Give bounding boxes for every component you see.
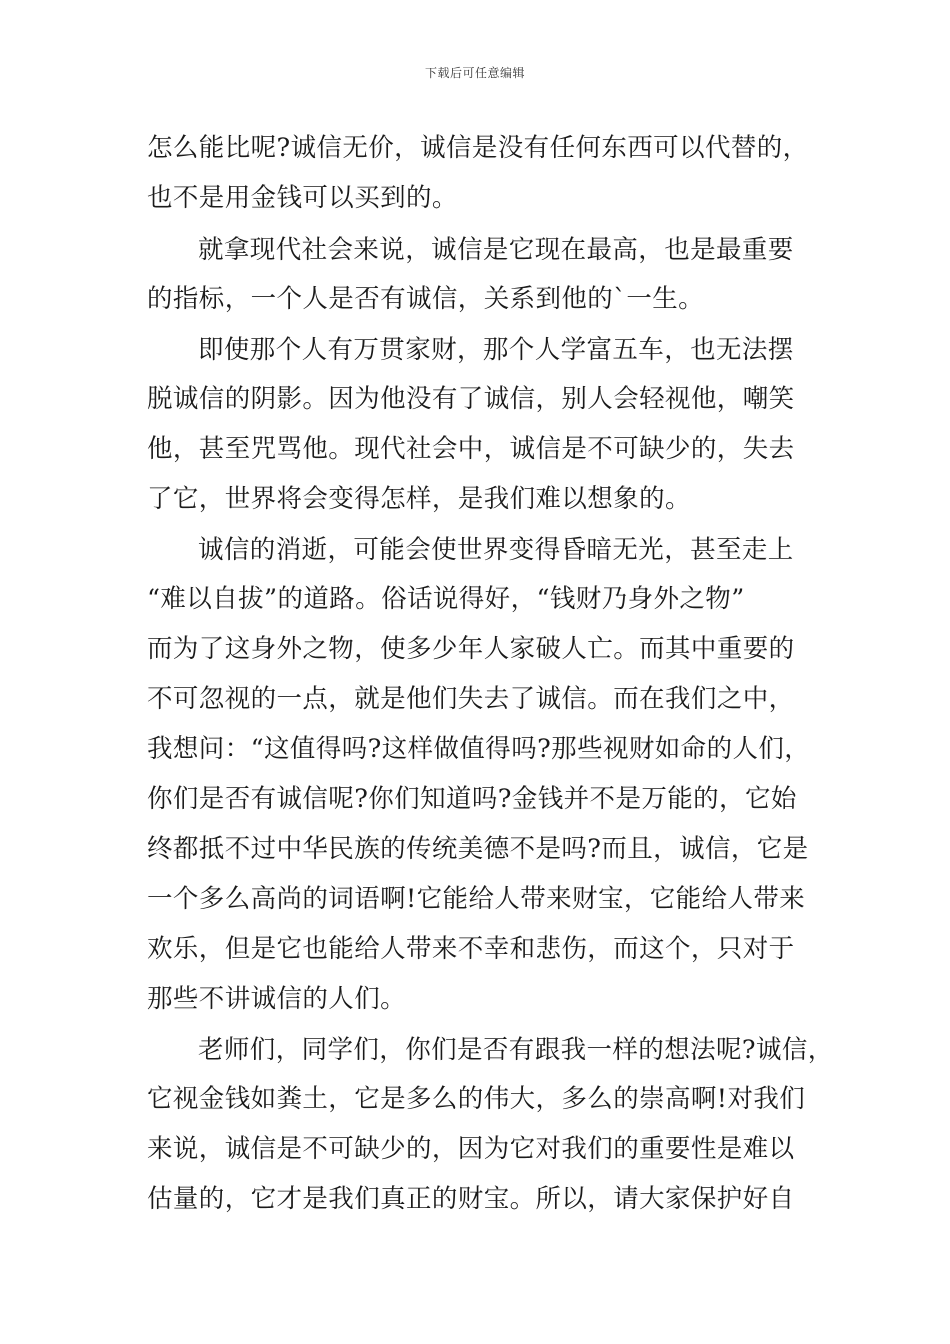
text-line: 的指标，一个人是否有诚信，关系到他的`一生。	[147, 284, 705, 314]
text-line: 我想问：“这值得吗?这样做值得吗?那些视财如命的人们，	[147, 734, 811, 764]
paragraph-first-line: 诚信的消逝，可能会使世界变得昏暗无光，甚至走上	[198, 535, 794, 565]
text-line: 而为了这身外之物，使多少年人家破人亡。而其中重要的	[147, 634, 795, 664]
page-header: 下载后可任意编辑	[424, 66, 525, 80]
text-line: 怎么能比呢?诚信无价，诚信是没有任何东西可以代替的，	[147, 133, 809, 163]
text-line: 他，甚至咒骂他。现代社会中，诚信是不可缺少的，失去	[147, 434, 795, 464]
text-line: 那些不讲诚信的人们。	[147, 984, 407, 1014]
paragraph-first-line: 就拿现代社会来说，诚信是它现在最高，也是最重要	[198, 235, 794, 265]
text-line: 了它，世界将会变得怎样，是我们难以想象的。	[147, 484, 691, 514]
text-line: 脱诚信的阴影。因为他没有了诚信，别人会轻视他，嘲笑	[147, 384, 795, 414]
text-line: 估量的，它才是我们真正的财宝。所以，请大家保护好自	[147, 1184, 795, 1214]
paragraph-first-line: 老师们，同学们，你们是否有跟我一样的想法呢?诚信，	[198, 1035, 834, 1065]
text-line: “难以自拔”的道路。俗话说得好，“钱财乃身外之物”	[147, 584, 745, 614]
text-line: 终都抵不过中华民族的传统美德不是吗?而且，诚信，它是	[147, 834, 809, 864]
text-line: 它视金钱如粪土，它是多么的伟大，多么的崇高啊!对我们	[147, 1084, 806, 1114]
text-line: 也不是用金钱可以买到的。	[147, 183, 458, 213]
text-line: 来说，诚信是不可缺少的，因为它对我们的重要性是难以	[147, 1134, 795, 1164]
paragraph-first-line: 即使那个人有万贯家财，那个人学富五车，也无法摆	[198, 335, 794, 365]
text-line: 不可忽视的一点，就是他们失去了诚信。而在我们之中，	[147, 684, 795, 714]
text-line: 欢乐，但是它也能给人带来不幸和悲伤，而这个，只对于	[147, 934, 795, 964]
text-line: 一个多么高尚的词语啊!它能给人带来财宝，它能给人带来	[147, 884, 806, 914]
text-line: 你们是否有诚信呢?你们知道吗?金钱并不是万能的，它始	[147, 784, 797, 814]
